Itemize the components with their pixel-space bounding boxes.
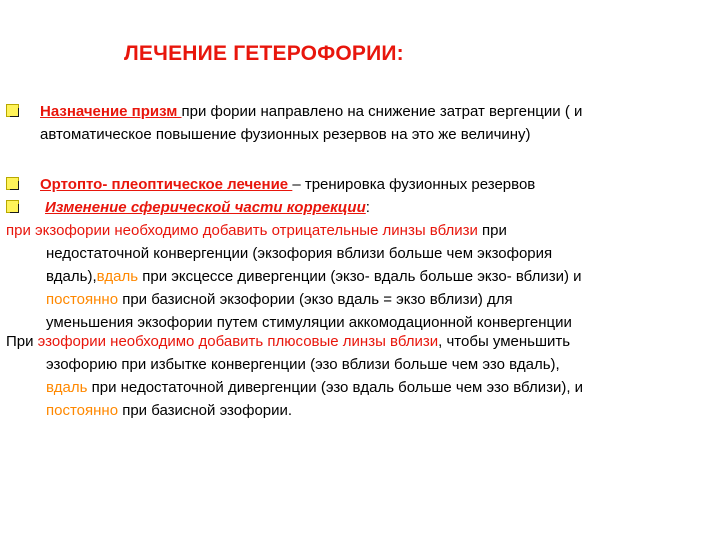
exophoria-l3-start: вдаль), bbox=[46, 268, 97, 285]
exophoria-l1-rest: при bbox=[477, 222, 507, 239]
bullet-orthoptic bbox=[6, 173, 722, 196]
exophoria-paragraph bbox=[6, 219, 722, 334]
exophoria-l5: уменьшения экзофории путем стимуляции аккомодационной конвергенции bbox=[46, 314, 572, 331]
bullet-spherical bbox=[6, 196, 722, 219]
esophoria-l3-rest: при недостаточной дивергенции (эзо вдаль больше чем эзо вблизи), и bbox=[87, 379, 584, 396]
esophoria-paragraph bbox=[6, 330, 722, 422]
prisms-text: при фории направлено на снижение затрат вергенции ( и bbox=[181, 103, 583, 120]
prisms-term: Назначение призм bbox=[40, 103, 182, 120]
bullet-prisms bbox=[6, 100, 722, 146]
exophoria-l2: недостаточной конвергенции (экзофория вблизи больше чем экзофория bbox=[46, 245, 553, 262]
page-title: ЛЕЧЕНИЕ ГЕТЕРОФОРИИ: bbox=[124, 42, 404, 65]
orthoptic-term: Ортопто- плеоптическое лечение bbox=[40, 176, 293, 193]
square-bullet-icon bbox=[6, 177, 19, 190]
square-bullet-icon bbox=[6, 200, 19, 213]
esophoria-constant-word: постоянно bbox=[46, 402, 119, 419]
orthoptic-text: – тренировка фузионных резервов bbox=[292, 176, 536, 193]
exophoria-l3-rest: при эксцессе дивергенции (экзо- вдаль больше экзо- вблизи) и bbox=[138, 268, 582, 285]
spherical-colon: : bbox=[365, 199, 370, 216]
exophoria-intro: при экзофории необходимо добавить отрицательные линзы вблизи bbox=[6, 222, 478, 239]
exophoria-l4-rest: при базисной экзофории (экзо вдаль = экзо вблизи) для bbox=[118, 291, 513, 308]
square-bullet-icon bbox=[6, 104, 19, 117]
esophoria-l1-rest: , чтобы уменьшить bbox=[438, 333, 571, 350]
esophoria-start: При bbox=[6, 333, 38, 350]
spherical-term: Изменение сферической части коррекции bbox=[45, 199, 366, 216]
esophoria-intro: эзофории необходимо добавить плюсовые линзы вблизи bbox=[37, 333, 439, 350]
esophoria-l4-rest: при базисной эзофории. bbox=[118, 402, 293, 419]
prisms-text-line2: автоматическое повышение фузионных резервов на это же величину) bbox=[40, 126, 531, 143]
esophoria-l2: эзофорию при избытке конвергенции (эзо вблизи больше чем эзо вдаль), bbox=[46, 356, 560, 373]
esophoria-distance-word: вдаль bbox=[46, 379, 88, 396]
exophoria-distance-word: вдаль bbox=[96, 268, 139, 285]
exophoria-constant-word: постоянно bbox=[46, 291, 119, 308]
